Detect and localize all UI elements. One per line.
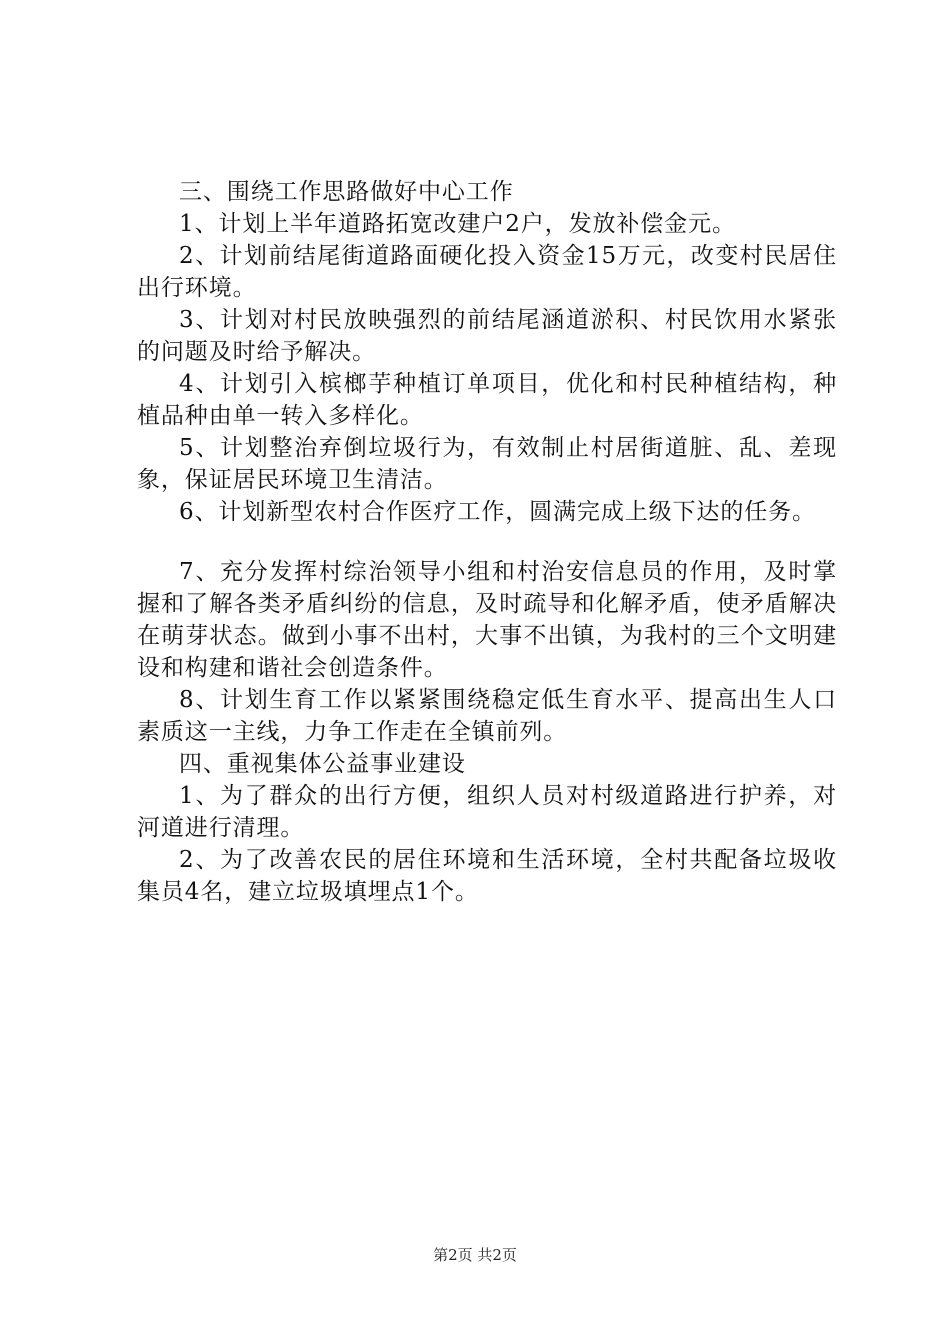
paragraph-item-5: 5、计划整治弃倒垃圾行为，有效制止村居街道脏、乱、差现象，保证居民环境卫生清洁。: [137, 435, 837, 493]
paragraph-item-4-1: 1、为了群众的出行方便，组织人员对村级道路进行护养，对河道进行清理。: [137, 783, 837, 841]
document-body: [137, 176, 837, 908]
section-heading-3: 三、围绕工作思路做好中心工作: [179, 179, 514, 205]
page-number-footer: 第2页 共2页: [433, 1246, 517, 1264]
paragraph-item-6: 6、计划新型农村合作医疗工作，圆满完成上级下达的任务。: [179, 499, 816, 525]
paragraph-item-4: 4、计划引入槟榔芋种植订单项目，优化和村民种植结构，种植品种由单一转入多样化。: [137, 371, 837, 429]
paragraph-item-8: 8、计划生育工作以紧紧围绕稳定低生育水平、提高出生人口素质这一主线，力争工作走在全镇前列。: [137, 687, 837, 745]
paragraph-item-1: 1、计划上半年道路拓宽改建户2户，发放补偿金元。: [179, 211, 736, 237]
paragraph-item-3: 3、计划对村民放映强烈的前结尾涵道淤积、村民饮用水紧张的问题及时给予解决。: [137, 307, 837, 365]
paragraph-spacer: [137, 528, 837, 556]
paragraph-item-7: 7、充分发挥村综治领导小组和村治安信息员的作用，及时掌握和了解各类矛盾纠纷的信息，及时疏导和化解矛盾，使矛盾解决在萌芽状态。做到小事不出村，大事不出镇，为我村的三个文明建设和构建和谐社会创造条件。: [137, 559, 837, 681]
paragraph-item-4-2: 2、为了改善农民的居住环境和生活环境，全村共配备垃圾收集员4名，建立垃圾填埋点1个。: [137, 847, 837, 905]
paragraph-item-2: 2、计划前结尾街道路面硬化投入资金15万元，改变村民居住出行环境。: [137, 243, 837, 301]
section-heading-4: 四、重视集体公益事业建设: [179, 751, 466, 777]
